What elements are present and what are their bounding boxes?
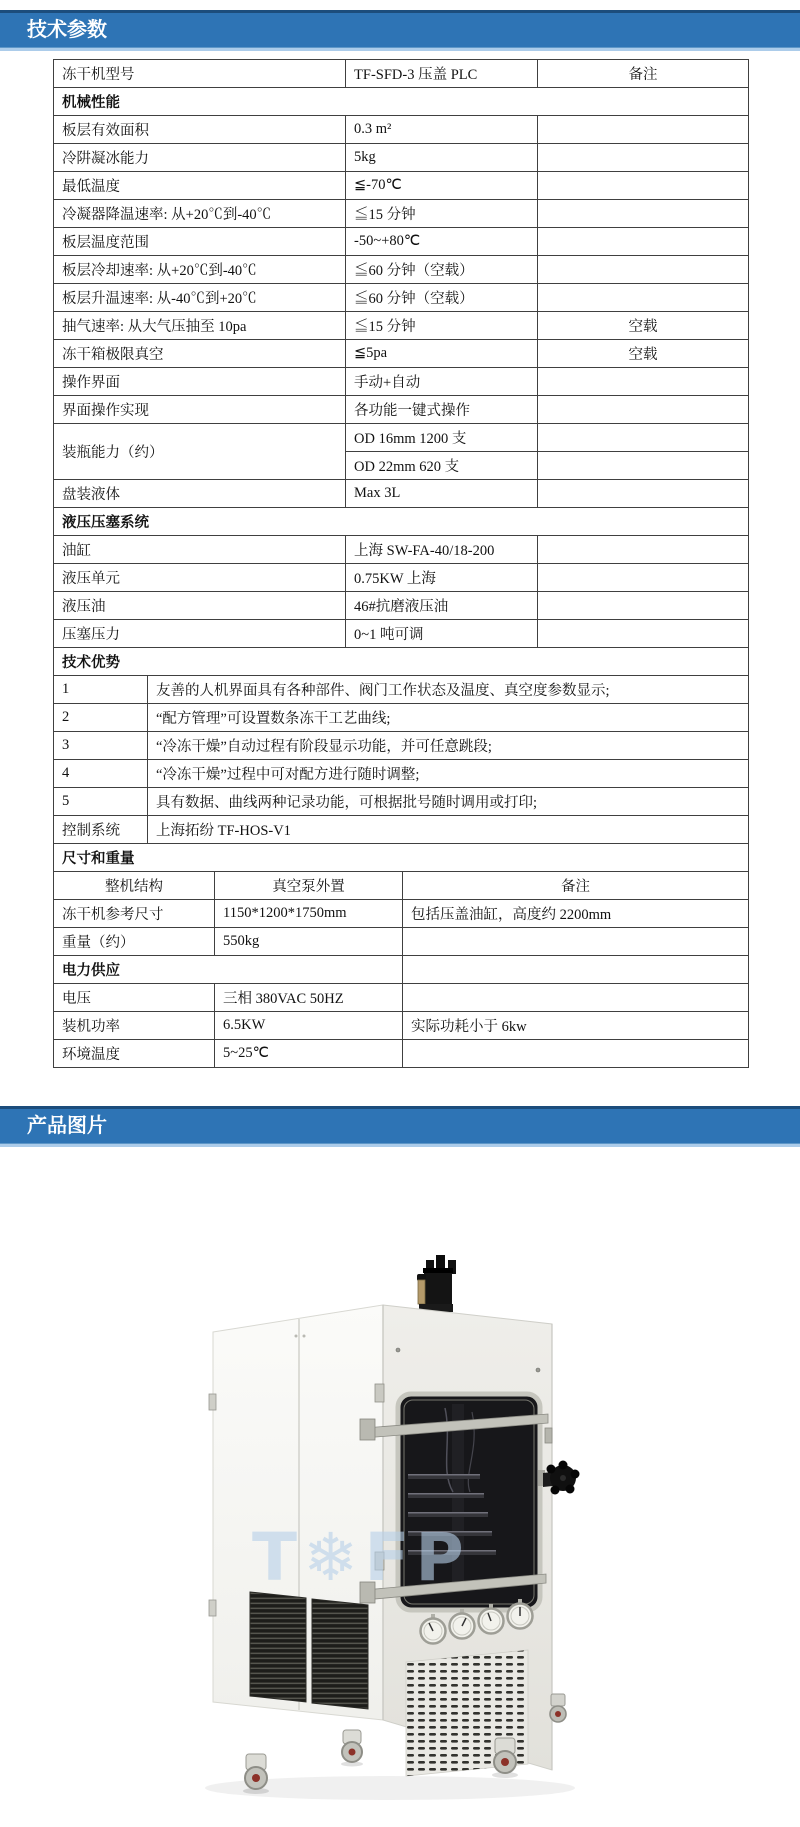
table-cell: 抽气速率: 从大气压抽至 10pa [54, 312, 346, 340]
table-cell: ≦5pa [346, 340, 538, 368]
table-cell [538, 200, 749, 228]
table-row [54, 564, 749, 592]
table-row [54, 928, 749, 956]
table-row [54, 228, 749, 256]
table-cell [403, 1040, 749, 1068]
table-cell: 机械性能 [54, 88, 749, 116]
table-row [54, 844, 749, 872]
table-cell: 4 [54, 760, 148, 788]
table-cell: 备注 [403, 872, 749, 900]
table-cell: 冷阱凝冰能力 [54, 144, 346, 172]
table-cell: 46#抗磨液压油 [346, 592, 538, 620]
table-cell [538, 116, 749, 144]
table-cell: 冷凝器降温速率: 从+20℃到-40℃ [54, 200, 346, 228]
table-cell: 1 [54, 676, 148, 704]
vacuum-valve [417, 1255, 456, 1312]
product-photo-area [0, 1150, 800, 1822]
table-row [54, 312, 749, 340]
table-row [54, 704, 749, 732]
table-cell: 3 [54, 732, 148, 760]
table-cell [538, 452, 749, 480]
table-cell: ≦60 分钟（空载） [346, 256, 538, 284]
table-cell [403, 984, 749, 1012]
table-cell [538, 144, 749, 172]
table-cell [538, 620, 749, 648]
table-row [54, 788, 749, 816]
table-cell: “配方管理”可设置数条冻干工艺曲线; [148, 704, 749, 732]
table-row [54, 732, 749, 760]
table-cell: 包括压盖油缸，高度约 2200mm [403, 900, 749, 928]
table-cell: 重量（约） [54, 928, 215, 956]
table-cell [538, 536, 749, 564]
table-row [54, 900, 749, 928]
table-cell [538, 368, 749, 396]
table-cell: 装机功率 [54, 1012, 215, 1040]
table-cell: 0.75KW 上海 [346, 564, 538, 592]
table-cell: 5~25℃ [215, 1040, 403, 1068]
table-cell: 三相 380VAC 50HZ [215, 984, 403, 1012]
table-cell: 控制系统 [54, 816, 148, 844]
table-cell [538, 564, 749, 592]
table-cell: 液压压塞系统 [54, 508, 749, 536]
table-row [54, 284, 749, 312]
table-cell: ≦15 分钟 [346, 200, 538, 228]
table-row [54, 116, 749, 144]
table-cell: 实际功耗小于 6kw [403, 1012, 749, 1040]
table-cell: 空载 [538, 312, 749, 340]
table-row [54, 508, 749, 536]
table-cell: 整机结构 [54, 872, 215, 900]
table-cell: 550kg [215, 928, 403, 956]
table-row [54, 144, 749, 172]
table-cell: 备注 [538, 60, 749, 88]
table-row [54, 816, 749, 844]
table-cell: 操作界面 [54, 368, 346, 396]
table-cell: 液压单元 [54, 564, 346, 592]
table-row [54, 620, 749, 648]
table-cell: “冷冻干燥”过程中可对配方进行随时调整; [148, 760, 749, 788]
table-cell: ≦15 分钟 [346, 312, 538, 340]
table-row [54, 256, 749, 284]
table-cell [538, 228, 749, 256]
table-cell: 环境温度 [54, 1040, 215, 1068]
table-cell: “冷冻干燥”自动过程有阶段显示功能，并可任意跳段; [148, 732, 749, 760]
table-row [54, 592, 749, 620]
table-row [54, 368, 749, 396]
spec-table [53, 59, 749, 1068]
table-row [54, 1012, 749, 1040]
table-row [54, 60, 749, 88]
table-row [54, 424, 749, 452]
table-row [54, 872, 749, 900]
table-cell: 真空泵外置 [215, 872, 403, 900]
table-cell: OD 22mm 620 支 [346, 452, 538, 480]
table-cell: 上海 SW-FA-40/18-200 [346, 536, 538, 564]
table-cell: TF-SFD-3 压盖 PLC [346, 60, 538, 88]
table-cell: 盘装液体 [54, 480, 346, 508]
table-cell: 0~1 吨可调 [346, 620, 538, 648]
table-cell: 技术优势 [54, 648, 749, 676]
table-row [54, 340, 749, 368]
table-cell: 板层有效面积 [54, 116, 346, 144]
table-cell: 5 [54, 788, 148, 816]
table-cell [538, 256, 749, 284]
table-cell: Max 3L [346, 480, 538, 508]
table-cell: 6.5KW [215, 1012, 403, 1040]
caster [550, 1694, 566, 1722]
brand-watermark: T❄FP [252, 1519, 470, 1596]
table-cell: 电力供应 [54, 956, 403, 984]
table-cell: OD 16mm 1200 支 [346, 424, 538, 452]
table-row [54, 676, 749, 704]
section-header-product-images: 产品图片 [0, 1106, 800, 1144]
spec-table-body [54, 60, 749, 1068]
table-cell: 板层冷却速率: 从+20℃到-40℃ [54, 256, 346, 284]
table-cell [403, 956, 749, 984]
table-cell [538, 480, 749, 508]
table-cell: 电压 [54, 984, 215, 1012]
table-row [54, 172, 749, 200]
table-row [54, 480, 749, 508]
table-cell: 界面操作实现 [54, 396, 346, 424]
table-row [54, 200, 749, 228]
table-cell: -50~+80℃ [346, 228, 538, 256]
table-cell: 冻干机型号 [54, 60, 346, 88]
table-cell [538, 172, 749, 200]
table-cell: 2 [54, 704, 148, 732]
table-cell: 冻干箱极限真空 [54, 340, 346, 368]
table-cell [538, 284, 749, 312]
caster [341, 1730, 363, 1767]
table-cell: 装瓶能力（约） [54, 424, 346, 480]
table-row [54, 760, 749, 788]
table-row [54, 648, 749, 676]
table-cell: ≦60 分钟（空载） [346, 284, 538, 312]
table-cell: 0.3 m² [346, 116, 538, 144]
table-cell: ≦-70℃ [346, 172, 538, 200]
table-row [54, 396, 749, 424]
section-header-technical-parameters: 技术参数 [0, 10, 800, 48]
table-cell [403, 928, 749, 956]
table-cell: 具有数据、曲线两种记录功能，可根据批号随时调用或打印; [148, 788, 749, 816]
table-cell: 最低温度 [54, 172, 346, 200]
table-cell: 各功能一键式操作 [346, 396, 538, 424]
table-cell [538, 592, 749, 620]
table-cell: 1150*1200*1750mm [215, 900, 403, 928]
table-cell: 上海拓纷 TF-HOS-V1 [148, 816, 749, 844]
table-cell: 5kg [346, 144, 538, 172]
table-cell: 压塞压力 [54, 620, 346, 648]
table-cell: 油缸 [54, 536, 346, 564]
freeze-dryer-photo [0, 1150, 800, 1822]
table-row [54, 88, 749, 116]
table-cell: 液压油 [54, 592, 346, 620]
table-cell: 板层温度范围 [54, 228, 346, 256]
table-row [54, 1040, 749, 1068]
table-cell: 冻干机参考尺寸 [54, 900, 215, 928]
table-cell [538, 396, 749, 424]
table-cell: 友善的人机界面具有各种部件、阀门工作状态及温度、真空度参数显示; [148, 676, 749, 704]
table-cell: 尺寸和重量 [54, 844, 749, 872]
table-cell: 板层升温速率: 从-40℃到+20℃ [54, 284, 346, 312]
table-cell: 空载 [538, 340, 749, 368]
table-cell: 手动+自动 [346, 368, 538, 396]
table-cell [538, 424, 749, 452]
table-row [54, 956, 749, 984]
table-row [54, 536, 749, 564]
caster [492, 1738, 518, 1778]
table-row [54, 984, 749, 1012]
